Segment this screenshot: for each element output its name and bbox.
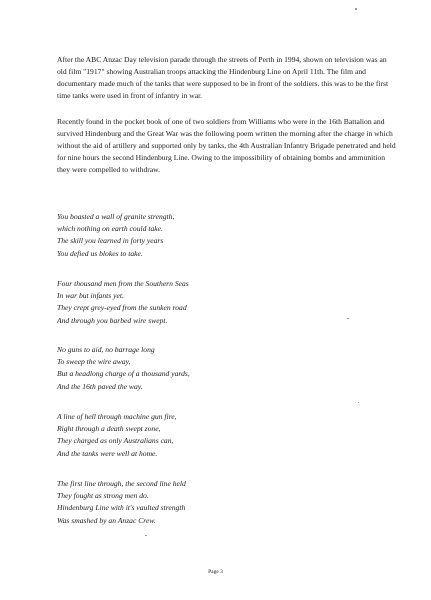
poem-line: They fought as strong men do. xyxy=(57,491,149,501)
poem-line: They charged as only Australians can, xyxy=(57,436,174,446)
poem-line: Right through a death swept zone, xyxy=(57,424,161,434)
poem-line: The skill you learned in forty years xyxy=(57,236,164,246)
poem-line: And through you barbed wire swept. xyxy=(57,315,168,325)
context-paragraph: Recently found in the pocket book of one of two soldiers from Williams who were in the 16th Battalion and survived Hindenburg and the Great War was the following poem written the morning after the charge in which without the aid of artillery and supported only by tanks, the 4th Australian Infantry Brigade penetrated and held for nine hours the second Hindenburg Line. Owing to the impossibility of obtaining bombs and ammunition they were compelled to withdraw. xyxy=(57,117,396,174)
scan-speck xyxy=(347,318,349,319)
poem-line: But a headlong charge of a thousand yards, xyxy=(57,369,190,379)
page-number: Page 3 xyxy=(208,569,223,575)
poem-line: You boasted a wall of granite strength, xyxy=(57,212,175,221)
poem-line: Hindenburg Line with it's vaulted strength xyxy=(57,503,186,513)
poem-stanza xyxy=(57,478,317,527)
poem-stanza xyxy=(57,278,317,327)
poem-stanza xyxy=(57,344,317,393)
scan-speck xyxy=(145,535,147,536)
poem-line: To sweep the wire away, xyxy=(57,357,131,367)
intro-paragraph: After the ABC Anzac Day television parade through the streets of Perth in 1994, shown on television was an old film "1917" showing Australian troops attacking the Hindenburg Line on April 11th. The film and documentary made much of the tanks that were supposed to be in front of the soldiers. this was to be the first time tanks were used in front of infantry in war. xyxy=(57,55,389,100)
poem-stanza xyxy=(57,211,317,260)
poem-line: You defied us blokes to take. xyxy=(57,248,143,258)
poem-line: They crept grey-eyed from the sunken road xyxy=(57,303,187,313)
poem-line: Four thousand men from the Southern Seas xyxy=(57,279,189,288)
poem-line: A line of hell through machine gun fire, xyxy=(57,412,177,421)
poem-line: In war but infants yet. xyxy=(57,291,124,301)
poem-stanza xyxy=(57,411,317,460)
poem-line: Was smashed by an Anzac Crew. xyxy=(57,515,156,525)
scan-speck xyxy=(355,8,357,10)
poem-line: which nothing on earth could take. xyxy=(57,224,163,234)
scan-speck xyxy=(358,402,359,403)
poem-line: And the tanks were well at home. xyxy=(57,448,158,458)
poem-line: No guns to aid, no barrage long xyxy=(57,345,155,354)
poem-line: And the 16th paved the way. xyxy=(57,381,143,391)
poem-line: The first line through, the second line held xyxy=(57,479,186,488)
